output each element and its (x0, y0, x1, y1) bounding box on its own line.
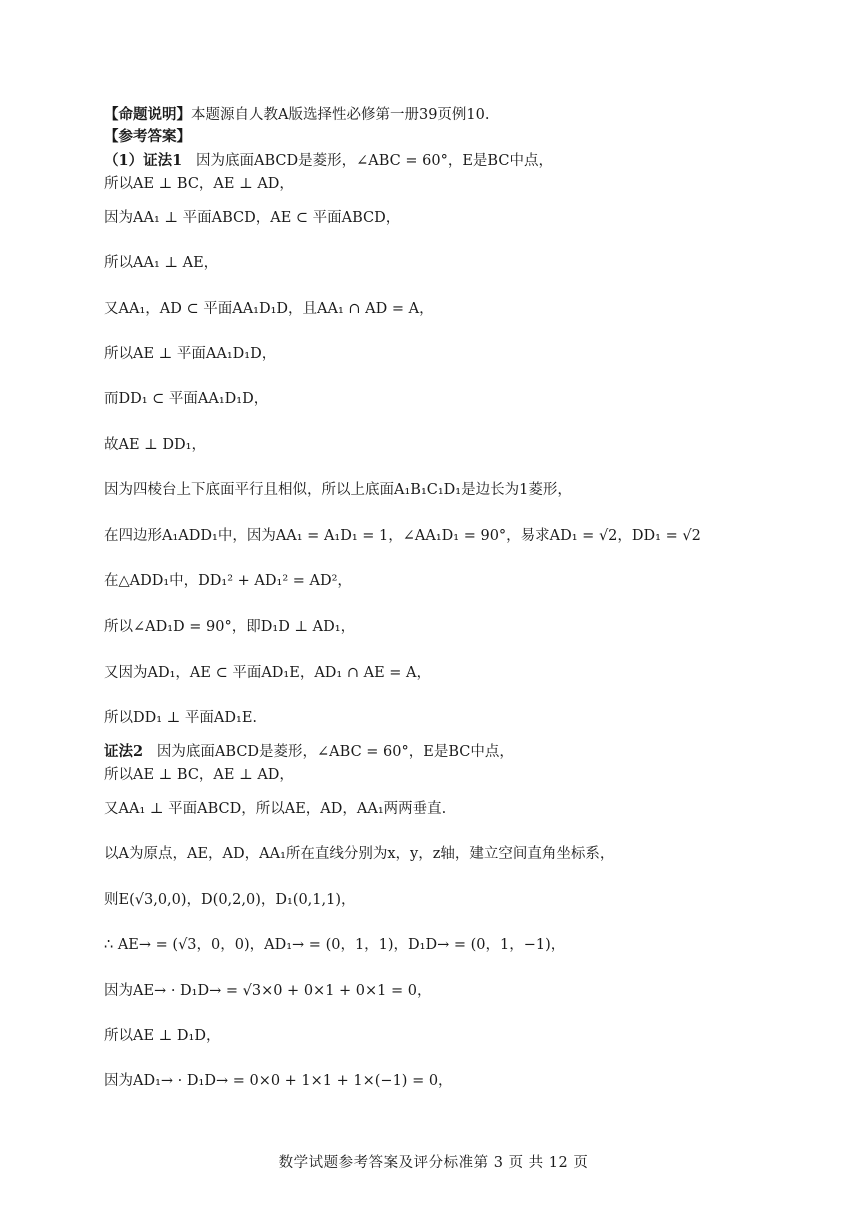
text-line: 所以DD₁ ⊥ 平面AD₁E. (104, 710, 258, 726)
text-line: 证法2 因为底面ABCD是菱形，∠ABC = 60°，E是BC中点， (104, 743, 514, 760)
text-line: 则E(√3,0,0)，D(0,2,0)，D₁(0,1,1)， (104, 892, 356, 908)
text-line: 因为AE→ · D₁D→ = √3×0 + 0×1 + 0×1 = 0， (104, 983, 432, 999)
text-line: 所以AE ⊥ BC，AE ⊥ AD， (104, 767, 294, 783)
page-footer: 数学试题参考答案及评分标准第 3 页 共 12 页 (278, 1155, 589, 1171)
text-line: （1）证法1 因为底面ABCD是菱形，∠ABC = 60°，E是BC中点， (104, 152, 553, 169)
note-line (104, 105, 489, 125)
proof-label: （1）证法1 (104, 152, 183, 169)
text-line: 故AE ⊥ DD₁， (104, 437, 206, 453)
text-line: 所以∠AD₁D = 90°，即D₁D ⊥ AD₁， (104, 619, 356, 635)
proof-label: 证法2 (104, 743, 144, 760)
text-line: 而DD₁ ⊂ 平面AA₁D₁D， (104, 391, 269, 407)
text-line: 所以AA₁ ⊥ AE， (104, 255, 219, 271)
text-line: 在△ADD₁中，DD₁² + AD₁² = AD²， (104, 573, 352, 589)
text-line: 所以AE ⊥ 平面AA₁D₁D， (104, 346, 277, 362)
text-line: 以A为原点，AE，AD，AA₁所在直线分别为x，y，z轴，建立空间直角坐标系， (104, 846, 615, 862)
text-line: 因为AD₁→ · D₁D→ = 0×0 + 1×1 + 1×(−1) = 0， (104, 1073, 453, 1089)
note-text: 本题源自人教A版选择性必修第一册39页例10. (191, 107, 490, 123)
text-line: 又AA₁ ⊥ 平面ABCD，所以AE，AD，AA₁两两垂直. (104, 801, 447, 817)
text-line: 又因为AD₁，AE ⊂ 平面AD₁E，AD₁ ∩ AE = A， (104, 665, 431, 681)
text-line: 在四边形A₁ADD₁中，因为AA₁ = A₁D₁ = 1，∠AA₁D₁ = 90°，易求AD₁ = √2，DD₁ = √2 (104, 528, 701, 544)
text-line: 又AA₁，AD ⊂ 平面AA₁D₁D，且AA₁ ∩ AD = A， (104, 301, 434, 317)
text-line: 因为四棱台上下底面平行且相似，所以上底面A₁B₁C₁D₁是边长为1菱形， (104, 482, 572, 498)
text-line: ∴ AE→ = (√3，0，0)，AD₁→ = (0，1，1)，D₁D→ = (0，1，−1)， (104, 937, 566, 953)
note-label: 【命题说明】 (104, 106, 191, 123)
text-line: 所以AE ⊥ BC，AE ⊥ AD， (104, 176, 294, 192)
answer-heading: 【参考答案】 (104, 128, 191, 145)
text-line: 因为AA₁ ⊥ 平面ABCD，AE ⊂ 平面ABCD， (104, 210, 401, 226)
text-line: 所以AE ⊥ D₁D， (104, 1028, 221, 1044)
